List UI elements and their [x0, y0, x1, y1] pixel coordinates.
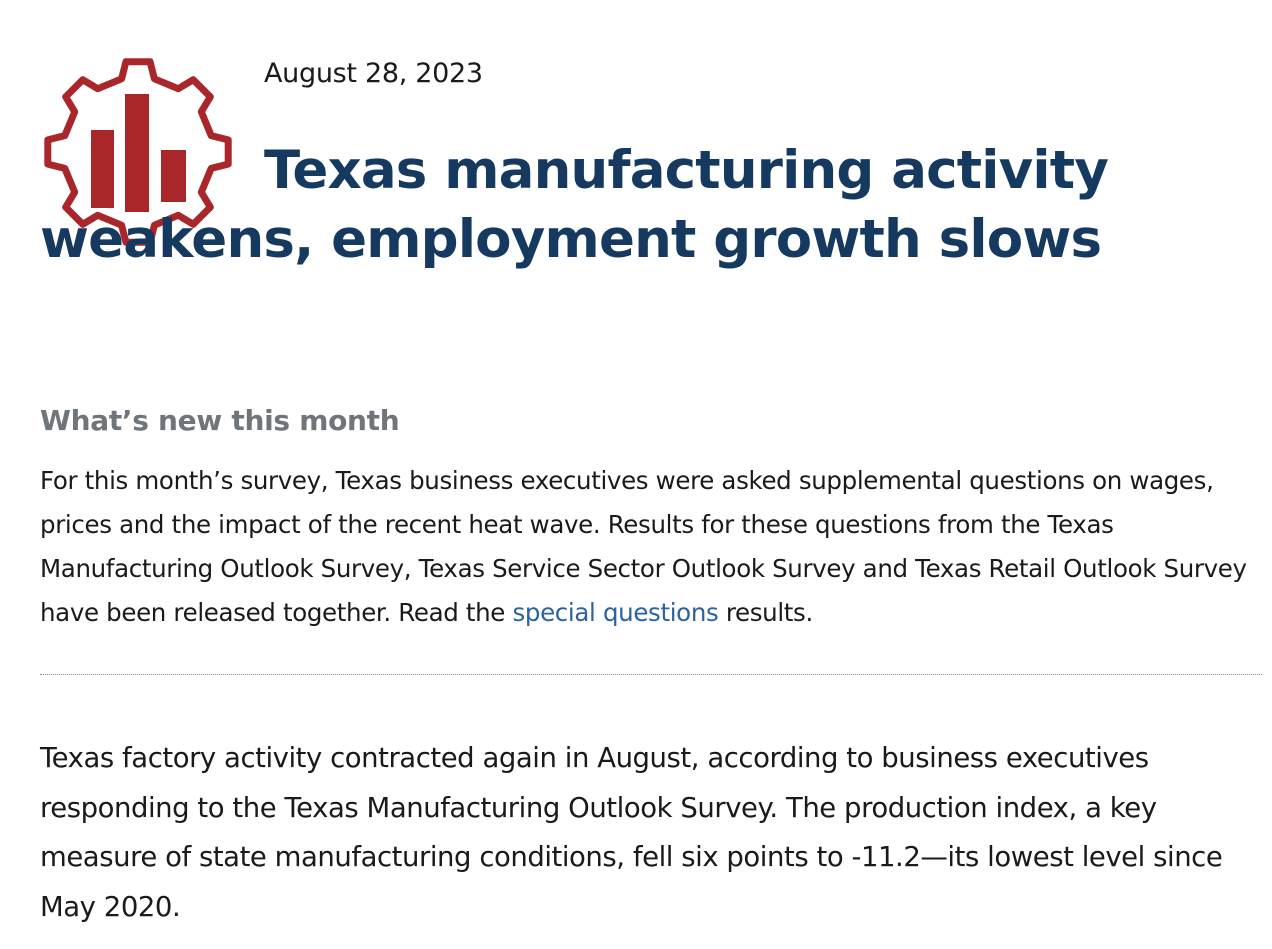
special-questions-link[interactable]: special questions	[512, 598, 719, 627]
whats-new-paragraph	[40, 459, 1260, 635]
whats-new-text: For this month’s survey, Texas business executives were asked supplemental questions on wages, prices and the impact of the recent heat wave. Results for these questions from the Texas Manufacturing Outlook Survey, Texas Service Sector Outlook Survey and Texas Retail Outlook Survey have been released together. Read the	[40, 466, 1247, 627]
page-title: Texas manufacturing activity weakens, employment growth slows	[40, 140, 1109, 270]
whats-new-text-end: results.	[718, 598, 813, 627]
article-date: August 28, 2023	[264, 58, 483, 89]
section-divider	[40, 674, 1262, 675]
article-body-paragraph: Texas factory activity contracted again in August, according to business executives responding to the Texas Manufacturing Outlook Survey. The production index, a key measure of state manufacturing conditions, fell six points to -11.2—its lowest level since May 2020.	[40, 742, 1223, 923]
whats-new-heading: What’s new this month	[40, 404, 400, 437]
